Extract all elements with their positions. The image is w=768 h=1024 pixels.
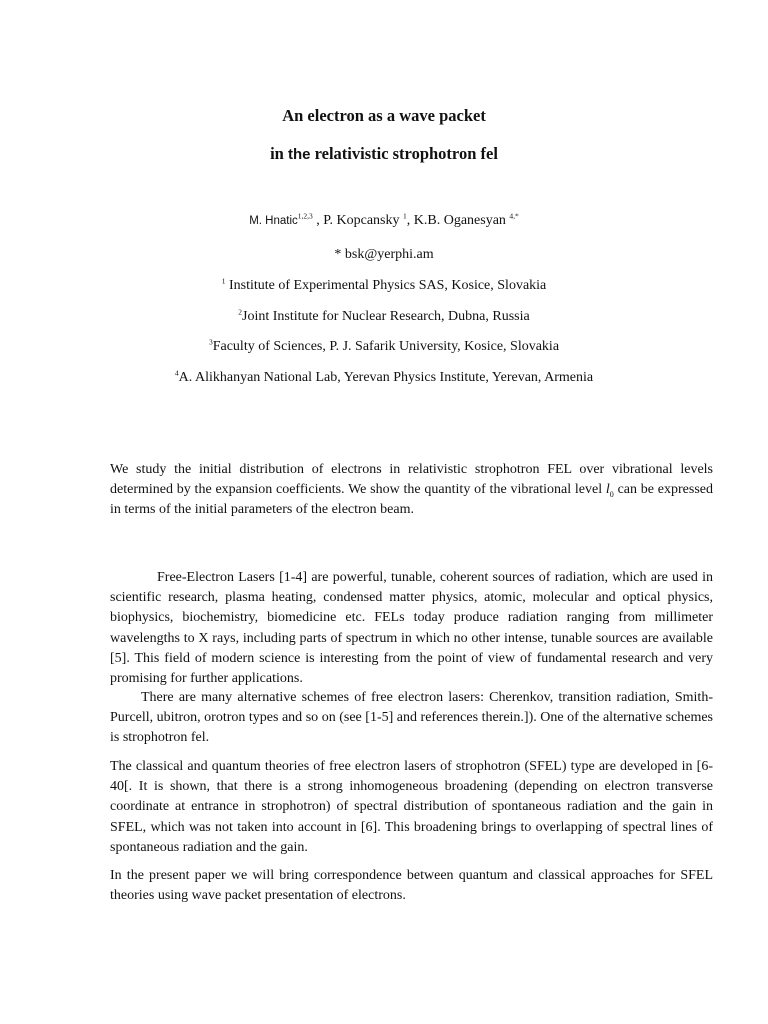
body-paragraph-2: There are many alternative schemes of free electron lasers: Cherenkov, transition radiation, Smith-Purcell, ubitron, orotron types and so on (see [1-5] and references therein.]). One of the alternative schemes is strophotron fel. xyxy=(110,690,713,746)
math-symbol: l xyxy=(605,482,610,498)
affiliation-4-text: A. Alikhanyan National Lab, Yerevan Physics Institute, Yerevan, Armenia xyxy=(178,370,594,385)
affiliation-3-text: Faculty of Sciences, P. J. Safarik University, Kosice, Slovakia xyxy=(212,339,560,354)
affiliation-2-text: Joint Institute for Nuclear Research, Dubna, Russia xyxy=(242,309,530,324)
author-2-affiliation-mark: 1 xyxy=(403,211,407,221)
author-list xyxy=(0,213,768,229)
affiliation-3-mark: 3 xyxy=(208,337,213,347)
affiliation-1 xyxy=(0,278,768,294)
affiliation-2 xyxy=(0,309,768,325)
title-in: in xyxy=(270,144,288,163)
title-the: the xyxy=(287,146,311,163)
abstract-text-end: can be expressed in terms of the initial parameters of the electron beam. xyxy=(110,482,713,518)
abstract-text-start: We study the initial distribution of electrons in relativistic strophotron FEL over vibrational levels determined by the expansion coefficients. We show the quantity of the vibrational level xyxy=(110,462,713,498)
author-2: , P. Kopcansky xyxy=(312,213,404,228)
body-paragraph-4: In the present paper we will bring correspondence between quantum and classical approaches for SFEL theories using wave packet presentation of electrons. xyxy=(110,868,713,904)
author-3-affiliation-mark: 4,* xyxy=(509,211,519,221)
affiliation-4 xyxy=(0,370,768,386)
abstract-paragraph xyxy=(110,460,713,521)
paper-title-line-1: An electron as a wave packet xyxy=(282,106,486,125)
affiliation-1-mark: 1 xyxy=(221,276,226,286)
author-1-name: M. Hnatic xyxy=(249,215,298,227)
affiliation-2-mark: 2 xyxy=(238,307,243,317)
title-rest: relativistic strophotron fel xyxy=(310,144,498,163)
math-subscript: 0 xyxy=(609,490,614,499)
math-l0 xyxy=(606,482,614,497)
body-paragraph-3: The classical and quantum theories of free electron lasers of strophotron (SFEL) type are developed in [6-40[. It is shown, that there is a strong inhomogeneous broadening (depending on electron transverse coordinate at entrance in strophotron) of spectral distribution of spontaneous radiation and the gain in SFEL, which was not taken into account in [6]. This broadening brings to overlapping of spectral lines of spontaneous radiation and the gain. xyxy=(110,759,713,855)
body-paragraph-1: Free-Electron Lasers [1-4] are powerful, tunable, coherent sources of radiation, which are used in scientific research, plasma heating, condensed matter physics, atomic, molecular and optical physics, biophysics, biochemistry, biomedicine etc. FELs today produce radiation ranging from millimeter wavelengths to X rays, including parts of spectrum in which no other intense, tunable sources are available [5]. This field of modern science is interesting from the point of view of fundamental research and very promising for further applications. xyxy=(110,570,713,687)
affiliation-1-text: Institute of Experimental Physics SAS, Kosice, Slovakia xyxy=(225,278,547,293)
corresponding-email: * bsk@yerphi.am xyxy=(334,247,434,262)
affiliation-4-mark: 4 xyxy=(174,368,179,378)
author-1-affiliation-mark: 1,2,3 xyxy=(297,211,313,221)
author-3: , K.B. Oganesyan xyxy=(406,213,510,228)
paper-title-line-2 xyxy=(0,144,768,164)
affiliation-3 xyxy=(0,339,768,355)
